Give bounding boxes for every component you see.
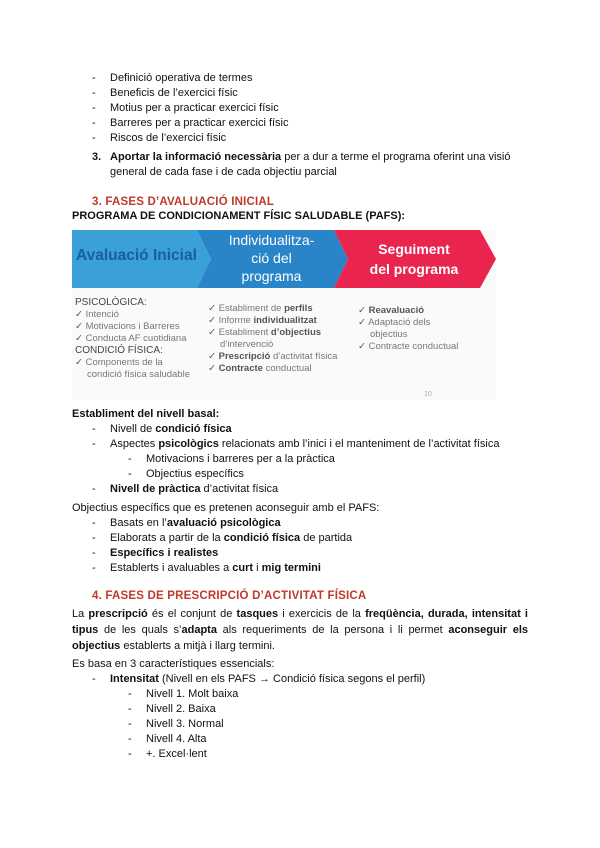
bullet-dash: - <box>128 688 132 700</box>
check-icon: ✓ <box>358 305 366 316</box>
list-item: Riscos de l’exercici físic <box>110 132 227 144</box>
check-item: ✓ Motivacions i Barreres <box>75 321 180 332</box>
section-4-title: 4. FASES DE PRESCRIPCIÓ D’ACTIVITAT FÍSICA <box>92 590 367 602</box>
bullet-dash: - <box>128 468 132 480</box>
item-line-2: general de cada fase i de cada objectiu parcial <box>110 166 337 178</box>
stage-2-line: ció del <box>251 250 292 266</box>
stage-3-label <box>352 239 476 279</box>
check-item: ✓ Adaptació dels <box>358 317 431 328</box>
check-icon: ✓ <box>208 363 216 374</box>
level-item: Nivell 2. Baixa <box>146 703 216 715</box>
check-icon: ✓ <box>208 327 216 338</box>
check-icon: ✓ <box>75 333 83 344</box>
bullet-dash: - <box>92 562 96 574</box>
bullet-dash: - <box>92 547 96 559</box>
list-item: Basats en l’avaluació psicològica <box>110 517 281 529</box>
level-item: +. Excel·lent <box>146 748 207 760</box>
list-item: Aspectes psicològics relacionats amb l’inici i el manteniment de l’activitat física <box>110 438 500 450</box>
check-item: ✓ Informe individualitzat <box>208 315 317 326</box>
check-icon: ✓ <box>75 357 83 368</box>
check-item: ✓ Establiment d’objectius <box>208 327 322 338</box>
check-icon: ✓ <box>208 351 216 362</box>
level-item: Nivell 1. Molt baixa <box>146 688 239 700</box>
sub-list-item: Objectius específics <box>146 468 244 480</box>
stage-2-line: programa <box>241 268 302 284</box>
list-item: Nivell de condició física <box>110 423 232 435</box>
sub-list-item: Motivacions i barreres per a la pràctica <box>146 453 335 465</box>
bullet-dash: - <box>128 733 132 745</box>
list-item: Intensitat (Nivell en els PAFS → Condició física segons el perfil) <box>110 673 426 685</box>
bullet-dash: - <box>92 117 96 129</box>
stage-3-line: Seguiment <box>378 241 450 257</box>
bullet-dash: - <box>92 483 96 495</box>
check-item: ✓ Components de la <box>75 357 163 368</box>
prescription-paragraph: La prescripció és el conjunt de tasques i exercicis de la freqüència, durada, intensitat i tipus de les quals s’adapta als requeriments de la persona i li permet aconseguir els objectius establerts a mitjà i llarg termini. <box>72 608 528 652</box>
check-icon: ✓ <box>208 315 216 326</box>
column-heading: PSICOLÒGICA: <box>75 297 147 308</box>
list-item: Específics i realistes <box>110 547 219 559</box>
list-item: Establerts i avaluables a curt i mig termini <box>110 562 321 574</box>
bullet-dash: - <box>92 423 96 435</box>
check-item-continuation: d’intervenció <box>220 339 274 350</box>
check-item-continuation: objectius <box>370 329 408 340</box>
list-item: Barreres per a practicar exercici físic <box>110 117 289 129</box>
list-item: Nivell de pràctica d’activitat física <box>110 483 279 495</box>
check-icon: ✓ <box>208 303 216 314</box>
bullet-dash: - <box>128 703 132 715</box>
bullet-dash: - <box>128 453 132 465</box>
objectives-intro: Objectius específics que es pretenen aconseguir amb el PAFS: <box>72 502 380 514</box>
pafs-diagram <box>72 230 496 400</box>
bullet-dash: - <box>92 673 96 685</box>
bullet-dash: - <box>92 517 96 529</box>
check-icon: ✓ <box>75 309 83 320</box>
bullet-dash: - <box>92 102 96 114</box>
bullet-dash: - <box>92 132 96 144</box>
item-line-1 <box>110 150 510 165</box>
check-item: ✓ Contracte conductual <box>208 363 312 374</box>
column-assessment <box>75 297 190 381</box>
item-text: per a dur a terme el programa oferint una visió <box>281 151 511 163</box>
basal-title: Establiment del nivell basal: <box>72 408 220 420</box>
check-icon: ✓ <box>75 321 83 332</box>
check-item: ✓ Intenció <box>75 309 119 320</box>
bullet-dash: - <box>92 87 96 99</box>
bullet-dash: - <box>128 718 132 730</box>
check-item: ✓ Conducta AF cuotidiana <box>75 333 187 344</box>
check-item: ✓ Establiment de perfils <box>208 303 313 314</box>
column-individualization <box>208 303 337 375</box>
stage-3-line: del programa <box>369 261 459 277</box>
list-item: Beneficis de l’exercici físic <box>110 87 238 99</box>
level-item: Nivell 4. Alta <box>146 733 207 745</box>
check-item: ✓ Prescripció d’activitat física <box>208 351 338 362</box>
check-item-continuation: condició física saludable <box>87 369 190 380</box>
check-item: ✓ Contracte conductual <box>358 341 459 352</box>
list-item: Definició operativa de termes <box>110 72 253 84</box>
level-item: Nivell 3. Normal <box>146 718 224 730</box>
characteristics-intro: Es basa en 3 característiques essencials: <box>72 658 275 670</box>
item-number: 3. <box>92 151 102 163</box>
check-icon: ✓ <box>358 317 366 328</box>
section-3-title: 3. FASES D’AVALUACIÓ INICIAL <box>92 196 275 208</box>
slide-number: 10 <box>424 391 432 398</box>
column-heading: CONDICIÓ FÍSICA: <box>75 345 163 356</box>
check-item: ✓ Reavaluació <box>358 305 425 316</box>
bullet-dash: - <box>92 72 96 84</box>
bullet-dash: - <box>92 438 96 450</box>
stage-1-label: Avaluació Inicial <box>76 247 197 264</box>
list-item: Elaborats a partir de la condició física de partida <box>110 532 353 544</box>
bullet-dash: - <box>92 532 96 544</box>
item-bold: Aportar la informació necessària <box>110 151 282 163</box>
stage-2-line: Individualitza- <box>228 232 315 248</box>
bullet-dash: - <box>128 748 132 760</box>
list-item: Motius per a practicar exercici físic <box>110 102 279 114</box>
check-icon: ✓ <box>358 341 366 352</box>
section-3-subtitle: PROGRAMA DE CONDICIONAMENT FÍSIC SALUDABLE (PAFS): <box>72 210 406 222</box>
stage-2-label <box>214 231 329 285</box>
column-followup <box>358 305 458 353</box>
